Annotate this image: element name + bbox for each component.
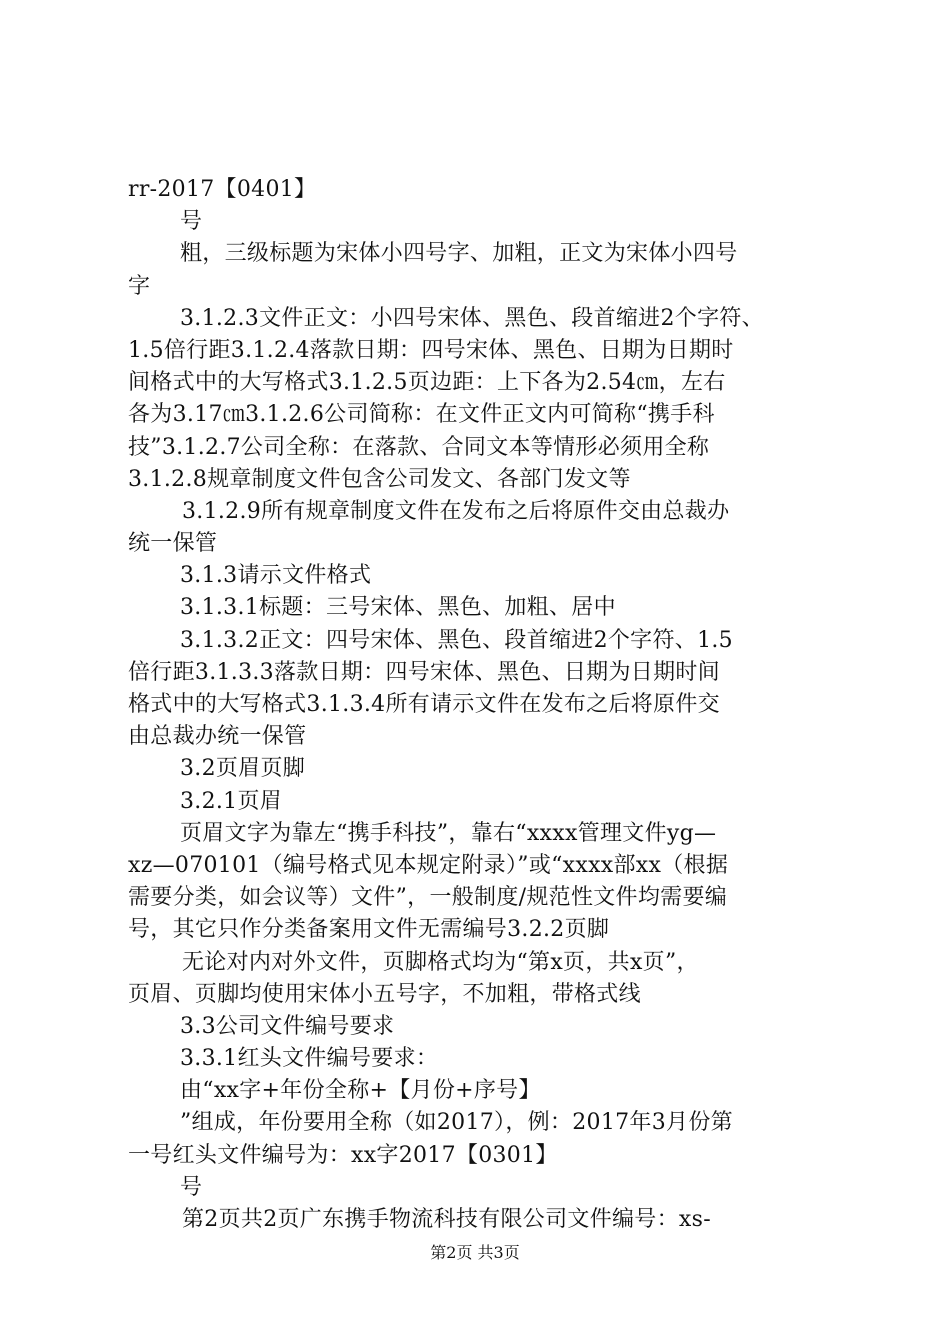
document-line: 字 bbox=[128, 273, 151, 299]
document-line: 3.2.1页眉 bbox=[180, 788, 283, 814]
document-line: 号 bbox=[180, 209, 203, 235]
document-line: 粗，三级标题为宋体小四号字、加粗，正文为宋体小四号 bbox=[180, 241, 738, 267]
document-line: 格式中的大写格式3.1.3.4所有请示文件在发布之后将原件交 bbox=[128, 692, 720, 717]
document-line: 页眉、页脚均使用宋体小五号字，不加粗，带格式线 bbox=[128, 981, 641, 1007]
document-line: 统一保管 bbox=[128, 531, 218, 557]
document-line: 3.1.2.3文件正文：小四号宋体、黑色、段首缩进2个字符、 bbox=[180, 305, 764, 331]
document-line: 间格式中的大写格式3.1.2.5页边距：上下各为2.54㎝，左右 bbox=[128, 370, 726, 396]
page-footer bbox=[0, 1243, 950, 1263]
document-line: 3.3公司文件编号要求 bbox=[180, 1013, 395, 1039]
page-number-label: 第2页 共3页 bbox=[430, 1243, 520, 1262]
document-line: rr-2017【0401】 bbox=[128, 177, 317, 202]
document-line: 一号红头文件编号为：xx字2017【0301】 bbox=[128, 1142, 558, 1168]
document-line: 3.1.2.9所有规章制度文件在发布之后将原件交由总裁办 bbox=[182, 498, 730, 524]
document-body bbox=[128, 174, 828, 1236]
document-line: 号，其它只作分类备案用文件无需编号3.2.2页脚 bbox=[128, 917, 610, 943]
document-line: 由“xx字+年份全称+【月份+序号】 bbox=[180, 1078, 541, 1104]
document-line: 需要分类，如会议等）文件”，一般制度/规范性文件均需要编 bbox=[128, 885, 728, 911]
document-line: 无论对内对外文件，页脚格式均为“第x页，共x页”， bbox=[182, 949, 699, 975]
document-line: 3.1.3请示文件格式 bbox=[180, 563, 372, 589]
document-line: 3.1.2.8规章制度文件包含公司发文、各部门发文等 bbox=[128, 466, 631, 492]
document-line: 倍行距3.1.3.3落款日期：四号宋体、黑色、日期为日期时间 bbox=[128, 659, 720, 685]
document-line: ”组成，年份要用全称（如2017），例：2017年3月份第 bbox=[180, 1110, 733, 1136]
document-line: 技”3.1.2.7公司全称：在落款、合同文本等情形必须用全称 bbox=[128, 434, 710, 460]
document-line: 页眉文字为靠左“携手科技”，靠右“xxxx管理文件yg— bbox=[180, 820, 717, 846]
document-line: 第2页共2页广东携手物流科技有限公司文件编号：xs- bbox=[182, 1207, 711, 1232]
document-line: 3.3.1红头文件编号要求： bbox=[180, 1046, 439, 1072]
document-line: 号 bbox=[180, 1174, 203, 1200]
document-line: 3.1.3.1标题：三号宋体、黑色、加粗、居中 bbox=[180, 595, 616, 621]
document-line: 3.2页眉页脚 bbox=[180, 756, 306, 782]
document-line: 由总裁办统一保管 bbox=[128, 724, 307, 750]
document-line: 1.5倍行距3.1.2.4落款日期：四号宋体、黑色、日期为日期时 bbox=[128, 337, 734, 363]
document-line: 各为3.17㎝3.1.2.6公司简称：在文件正文内可简称“携手科 bbox=[128, 402, 715, 428]
document-line: 3.1.3.2正文：四号宋体、黑色、段首缩进2个字符、1.5 bbox=[180, 627, 733, 653]
document-line: xz—070101（编号格式见本规定附录）”或“xxxx部xx（根据 bbox=[128, 852, 729, 878]
